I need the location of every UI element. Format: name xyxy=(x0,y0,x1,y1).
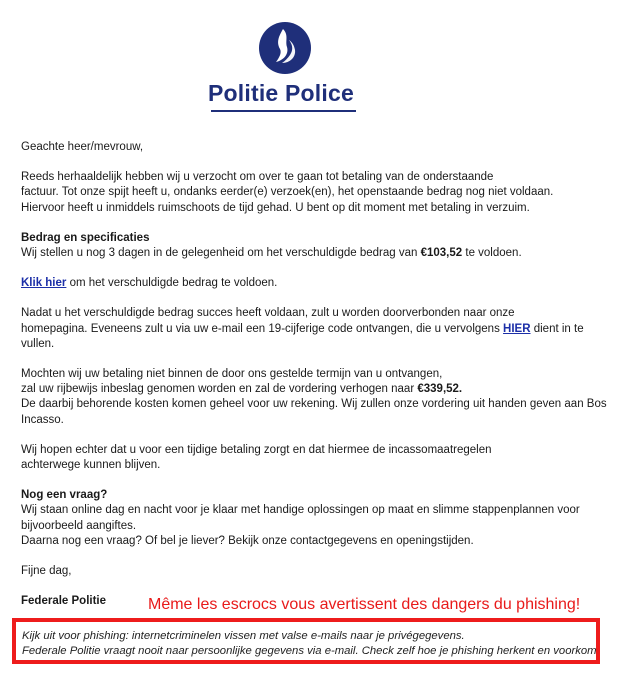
flame-logo-icon xyxy=(259,22,311,74)
phishing-annotation: Même les escrocs vous avertissent des dangers du phishing! xyxy=(148,596,581,613)
paragraph-amount: Wij stellen u nog 3 dagen in de gelegenheid om het verschuldigde bedrag van €103,52 te voldoen. xyxy=(21,247,522,260)
warning-line-2: Federale Politie vraagt nooit naar persoonlijke gegevens via e-mail. Check zelf hoe je phishing herkent en voorkom xyxy=(22,645,597,657)
paragraph-threat: Mochten wij uw betaling niet binnen de door ons gestelde termijn van u ontvangen, zal uw rijbewijs inbeslag genomen worden en zal de vordering verhogen naar €339,52. De daarbij behorende kosten komen geheel voor uw rekening. Wij zullen onze vordering uit handen geven aan Bos Incasso. xyxy=(21,368,607,426)
email-header xyxy=(0,0,630,118)
paragraph-overdue: Reeds herhaaldelijk hebben wij u verzocht om over te gaan tot betaling van de onderstaande factuur. Tot onze spijt heeft u, ondanks eerder(e) verzoek(en), het openstaande bedrag nog niet voldaan. Hiervoor heeft u inmiddels ruimschoots de tijd gehad. U bent op dit moment met betaling in verzuim. xyxy=(21,171,554,214)
paragraph-hope: Wij hopen echter dat u voor een tijdige betaling zorgt en dat hiermee de incassomaatregelen achterwege kunnen blijven. xyxy=(21,443,492,472)
paragraph-code: Nadat u het verschuldigde bedrag succes heeft voldaan, zult u worden doorverbonden naar onze homepagina. Eveneens zult u via uw e-mail een 19-cijferige code ontvangen, die u vervolgens HIER dient in te vullen. xyxy=(21,307,584,350)
click-here-link[interactable]: Klik hier xyxy=(21,277,67,290)
paragraph-click: Klik hier om het verschuldigde bedrag te voldoen. xyxy=(21,277,278,290)
closing: Fijne dag, xyxy=(21,565,72,578)
paragraph-help: Wij staan online dag en nacht voor je klaar met handige oplossingen op maat en slimme stappenplannen voor bijvoorbeeld aangiftes. Daarna nog een vraag? Of bel je liever? Bekijk onze contactgegevens en openingstijden. xyxy=(21,504,580,547)
section-title-question: Nog een vraag? xyxy=(21,489,108,502)
phishing-warning-box xyxy=(12,618,600,664)
warning-line-1: Kijk uit voor phishing: internetcriminelen vissen met valse e-mails naar je privégegevens. xyxy=(22,630,465,642)
email-body xyxy=(21,140,611,609)
signature: Federale Politie xyxy=(21,595,107,608)
brand-underline xyxy=(211,110,356,112)
greeting: Geachte heer/mevrouw, xyxy=(21,141,144,153)
amount-increased: €339,52. xyxy=(417,383,463,396)
amount-value: €103,52 xyxy=(420,247,463,260)
hier-link[interactable]: HIER xyxy=(503,322,531,335)
section-title-amount: Bedrag en specificaties xyxy=(21,231,150,244)
brand-name: Politie Police xyxy=(208,80,354,106)
